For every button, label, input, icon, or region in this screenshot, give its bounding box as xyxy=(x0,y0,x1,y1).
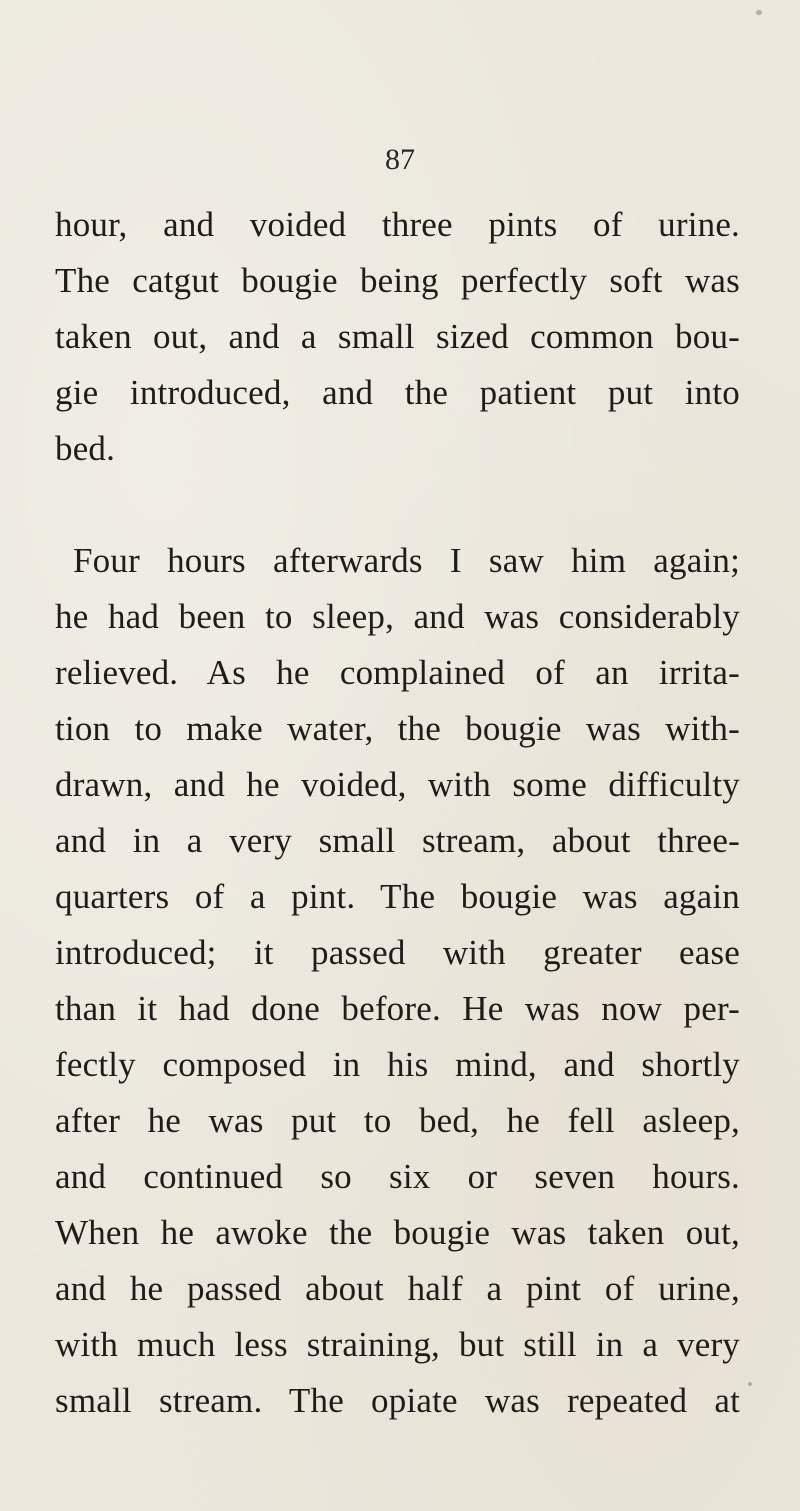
text-line: gie introduced, and the patient put into xyxy=(55,373,740,412)
text-line: and in a very small stream, about three- xyxy=(55,821,740,860)
text-line: hour, and voided three pints of urine. xyxy=(55,205,740,244)
text-line: Four hours afterwards I saw him again; xyxy=(73,541,740,580)
paragraph-1 xyxy=(55,197,740,477)
body-text xyxy=(55,197,740,1429)
paper-speck xyxy=(756,10,762,15)
text-line: The catgut bougie being perfectly soft was xyxy=(55,261,740,300)
text-line: relieved. As he complained of an irrita- xyxy=(55,653,740,692)
text-line: and continued so six or seven hours. xyxy=(55,1157,740,1196)
page-number: 87 xyxy=(385,143,415,176)
text-line: he had been to sleep, and was considerably xyxy=(55,597,740,636)
text-line: small stream. The opiate was repeated at xyxy=(55,1381,740,1420)
text-line: tion to make water, the bougie was with- xyxy=(55,709,740,748)
paper-speck xyxy=(748,1382,752,1386)
paragraph-2 xyxy=(55,533,740,1429)
text-line: quarters of a pint. The bougie was again xyxy=(55,877,740,916)
text-line: taken out, and a small sized common bou- xyxy=(55,317,740,356)
text-line: and he passed about half a pint of urine, xyxy=(55,1269,740,1308)
text-line: with much less straining, but still in a very xyxy=(55,1325,740,1364)
text-line: after he was put to bed, he fell asleep, xyxy=(55,1101,740,1140)
text-line: fectly composed in his mind, and shortly xyxy=(55,1045,740,1084)
text-line: bed. xyxy=(55,429,116,468)
text-line: drawn, and he voided, with some difficulty xyxy=(55,765,740,804)
text-line: than it had done before. He was now per- xyxy=(55,989,740,1028)
text-line: When he awoke the bougie was taken out, xyxy=(55,1213,740,1252)
text-line: introduced; it passed with greater ease xyxy=(55,933,740,972)
